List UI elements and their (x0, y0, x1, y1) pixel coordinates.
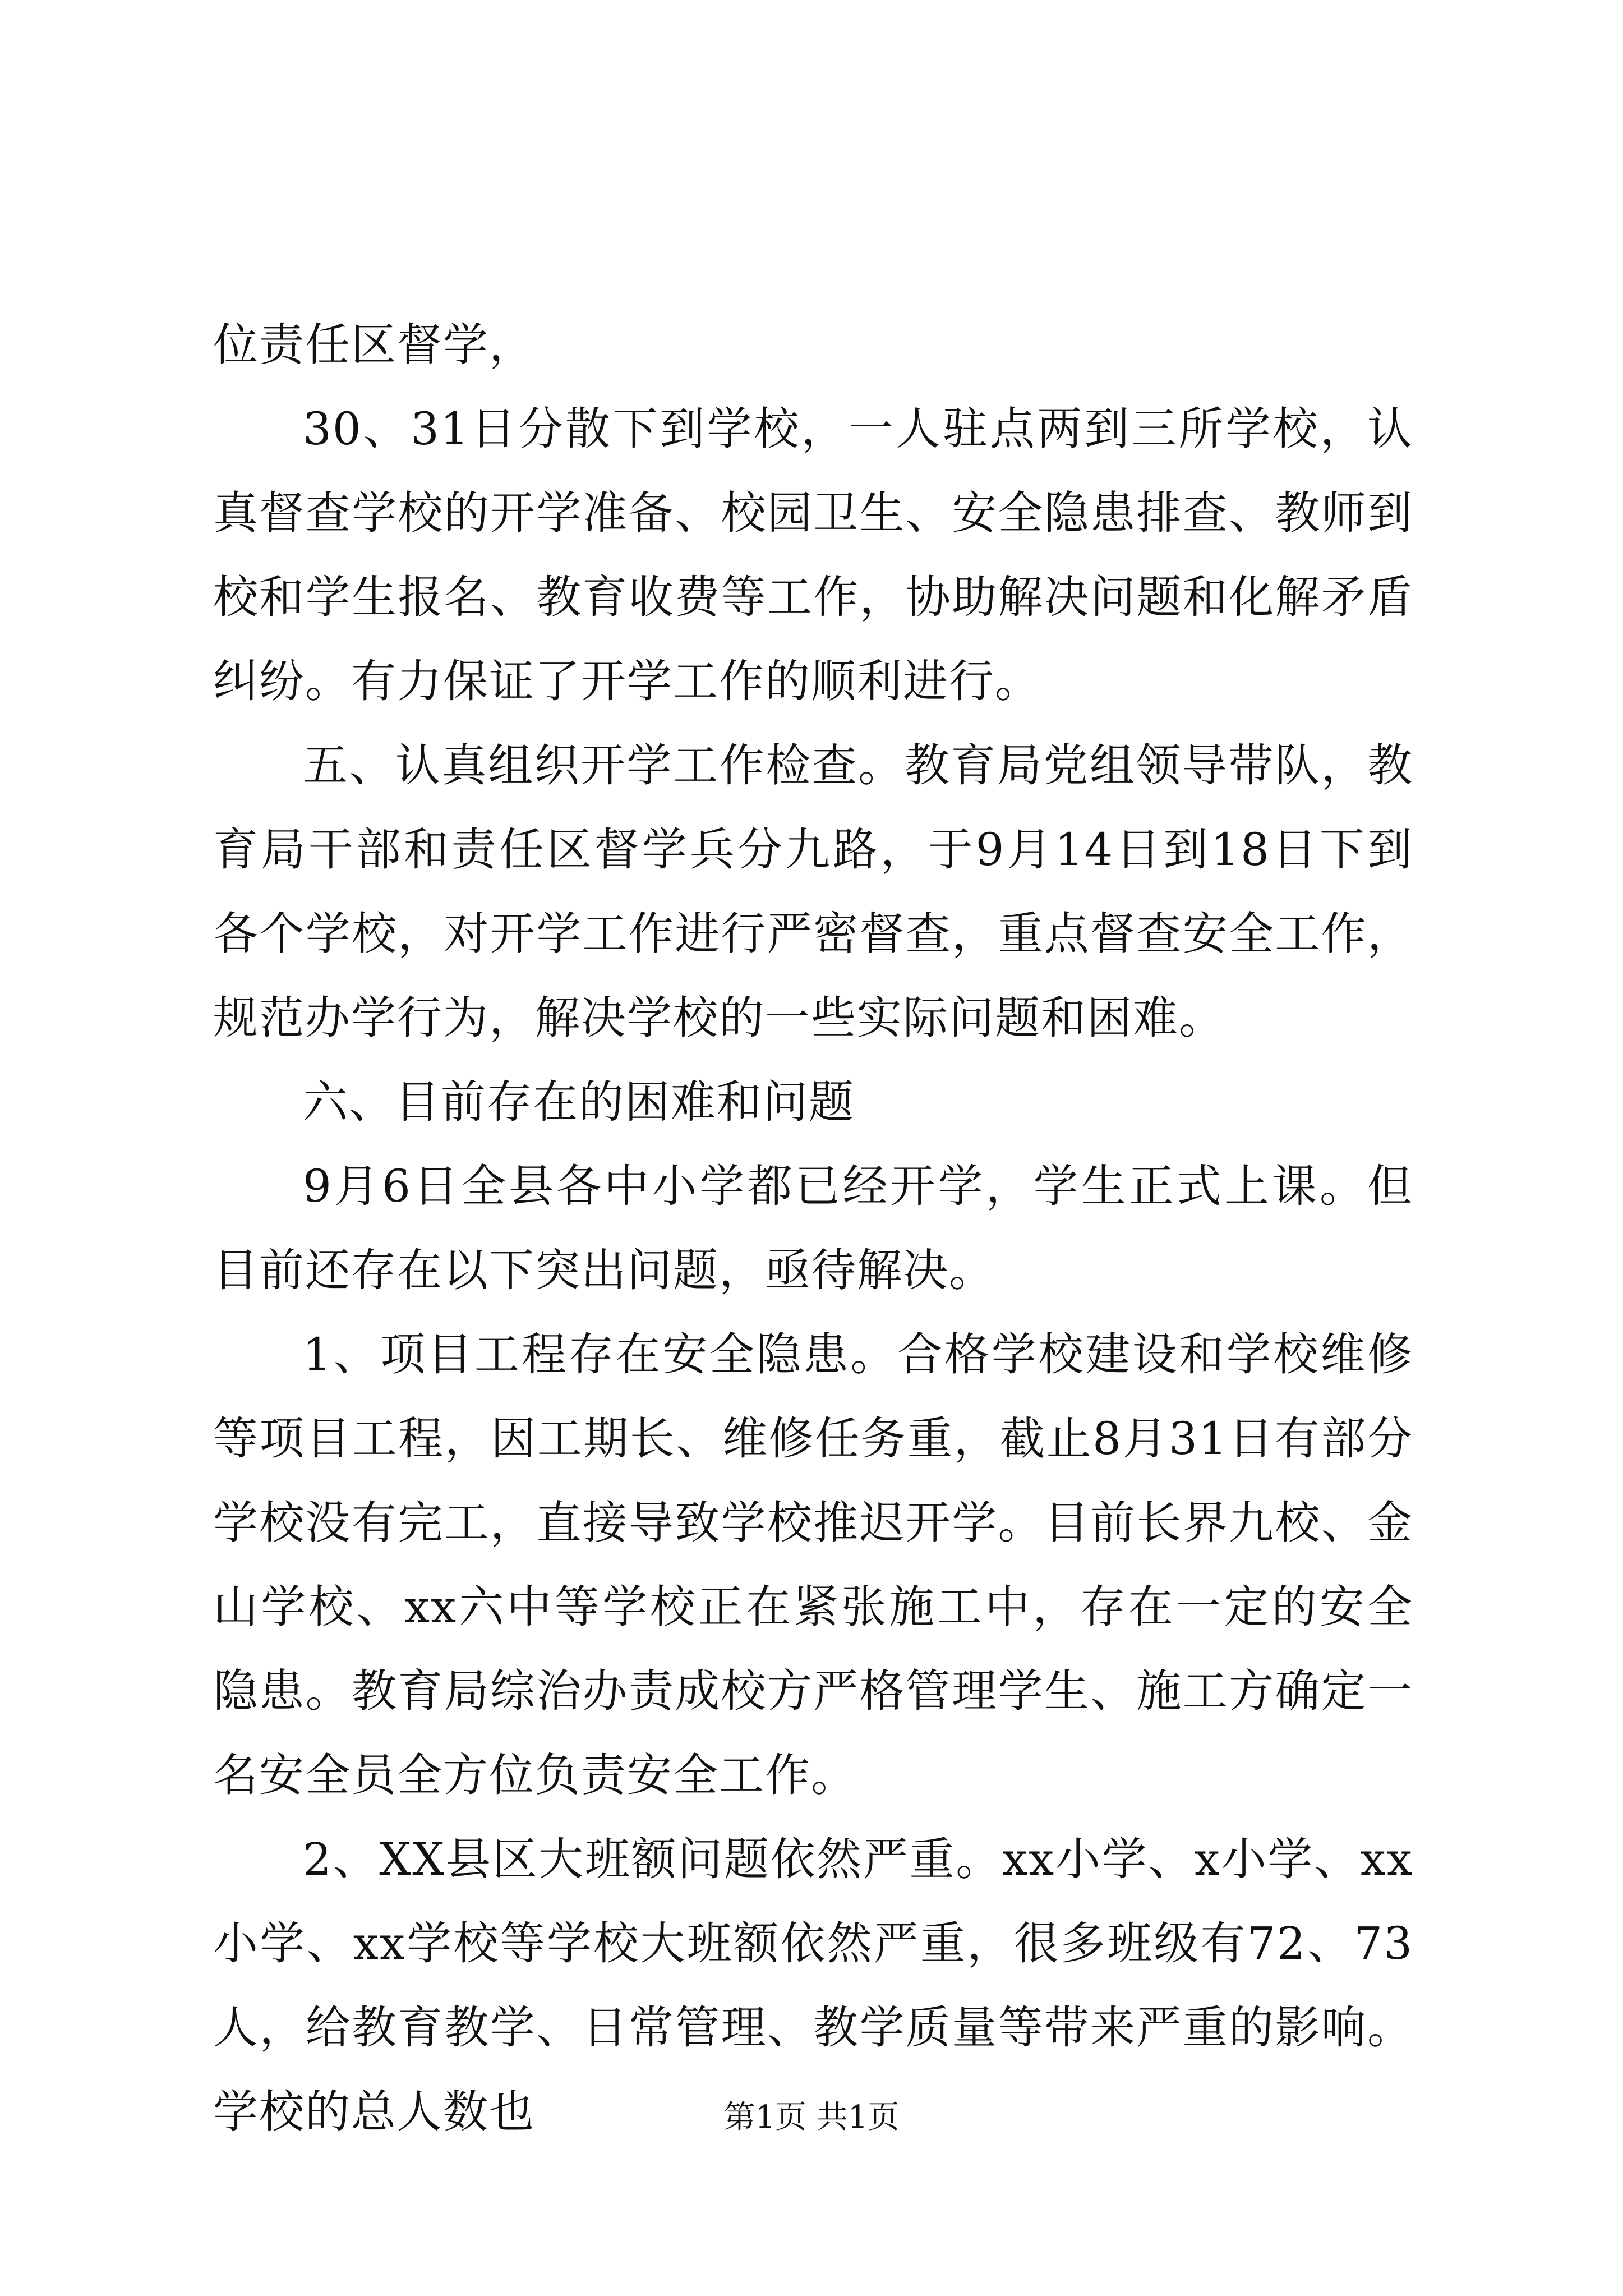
paragraph: 五、认真组织开学工作检查。教育局党组领导带队，教育局干部和责任区督学兵分九路，于9月14日到18日下到各个学校，对开学工作进行严密督查，重点督查安全工作，规范办学行为，解决学校的一些实际问题和困难。 (213, 739, 1413, 1044)
paragraph: 30、31日分散下到学校，一人驻点两到三所学校，认真督查学校的开学准备、校园卫生、安全隐患排查、教师到校和学生报名、教育收费等工作，协助解决问题和化解矛盾纠纷。有力保证了开学工作的顺利进行。 (213, 403, 1413, 707)
page-footer (0, 2098, 1623, 2137)
section-heading: 六、目前存在的困难和问题 (303, 1076, 855, 1128)
document-body (213, 303, 1413, 2154)
paragraph: 2、XX县区大班额问题依然严重。xx小学、x小学、xx小学、xx学校等学校大班额依然严重，很多班级有72、73人，给教育教学、日常管理、教学质量等带来严重的影响。学校的总人数也 (213, 1833, 1413, 2138)
paragraph: 位责任区督学， (213, 319, 535, 371)
paragraph: 9月6日全县各中小学都已经开学，学生正式上课。但目前还存在以下突出问题，亟待解决。 (213, 1160, 1413, 1296)
paragraph: 1、项目工程存在安全隐患。合格学校建设和学校维修等项目工程，因工期长、维修任务重，截止8月31日有部分学校没有完工，直接导致学校推迟开学。目前长界九校、金山学校、xx六中等学校正在紧张施工中，存在一定的安全隐患。教育局综治办责成校方严格管理学生、施工方确定一名安全员全方位负责安全工作。 (213, 1328, 1413, 1801)
page-number-label: 第1页 共1页 (723, 2099, 900, 2136)
